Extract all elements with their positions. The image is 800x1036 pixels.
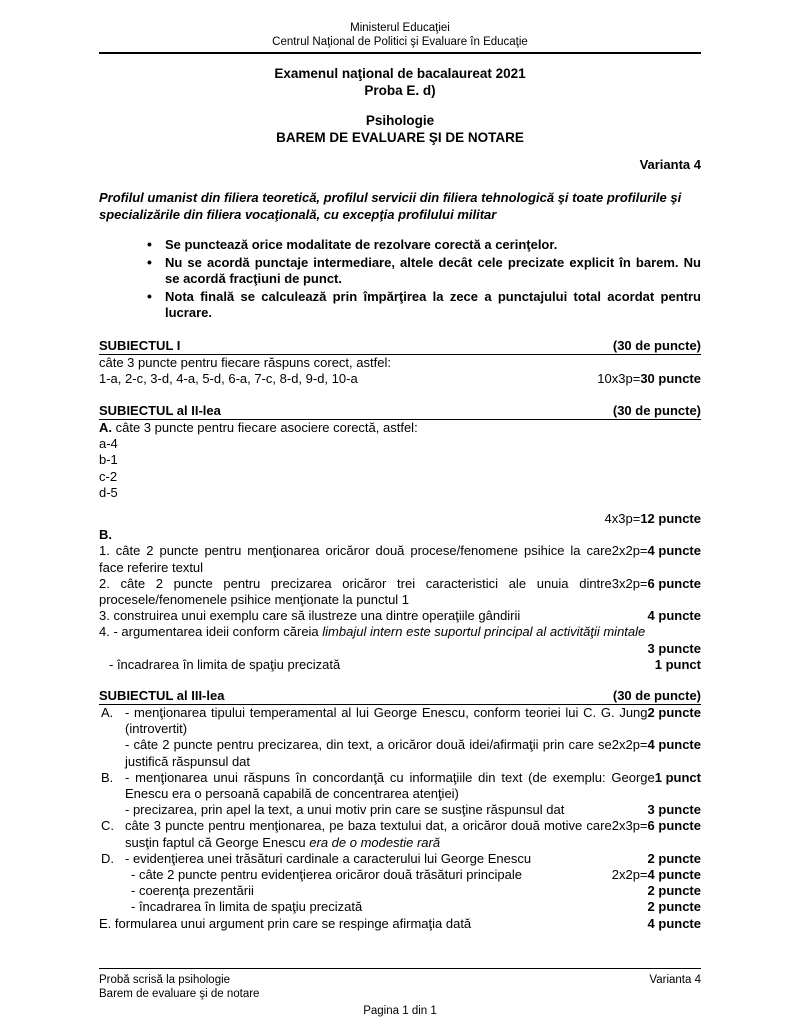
entry-mark: C. bbox=[101, 818, 114, 834]
document-header bbox=[99, 0, 701, 49]
points-value: 4 puncte bbox=[647, 543, 701, 559]
document-footer bbox=[99, 968, 701, 1018]
subject2-b-label: B. bbox=[99, 527, 112, 543]
points-calc: 3x2p= bbox=[611, 575, 648, 591]
subject1-answers-points bbox=[585, 371, 701, 387]
points-calc: 2x2p= bbox=[611, 543, 648, 559]
entry-points: 2 puncte bbox=[647, 899, 701, 915]
item-points bbox=[612, 543, 701, 559]
exam-title: Examenul naţional de bacalaureat 2021 bbox=[274, 66, 526, 81]
subject3-entry-c bbox=[99, 818, 701, 850]
title-spacer bbox=[99, 99, 701, 112]
footer-top-row bbox=[99, 973, 701, 987]
document-type: BAREM DE EVALUARE ŞI DE NOTARE bbox=[276, 130, 524, 145]
entry-points bbox=[612, 867, 701, 883]
entry-text: formularea unui argument prin care se respinge afirmaţia dată bbox=[114, 915, 472, 931]
variant-label: Varianta 4 bbox=[639, 157, 701, 172]
center-name: Centrul Naţional de Politici şi Evaluare în Educaţie bbox=[272, 36, 528, 48]
rules-list bbox=[99, 237, 701, 322]
entry-points bbox=[612, 737, 701, 753]
entry-mark: A. bbox=[101, 704, 114, 720]
list-item: • Nota finală se calculează prin împărţirea la zece a punctajului total acordat pentru lucrare. bbox=[147, 289, 701, 322]
points-calc: 10x3p= bbox=[597, 370, 641, 386]
association-item: b-1 bbox=[99, 452, 118, 468]
subject2-item-4 bbox=[99, 624, 701, 640]
entry-points: 3 puncte bbox=[647, 802, 701, 818]
points-value: 4 puncte bbox=[647, 866, 701, 882]
section-points: (30 de puncte) bbox=[612, 687, 701, 703]
exam-proba: Proba E. d) bbox=[364, 83, 436, 98]
spacer bbox=[99, 501, 701, 511]
points-value: 6 puncte bbox=[647, 818, 701, 834]
item-text: 4. - argumentarea ideii conform căreia bbox=[99, 624, 323, 640]
points-value: 4 puncte bbox=[647, 737, 701, 753]
section-points: (30 de puncte) bbox=[612, 337, 701, 353]
section-title: SUBIECTUL al II-lea bbox=[99, 402, 221, 418]
footer-exam-label: Probă scrisă la psihologie bbox=[99, 974, 231, 986]
exam-subject: Psihologie bbox=[365, 113, 435, 128]
item-points bbox=[612, 576, 701, 592]
subject1-answers-row bbox=[99, 371, 701, 387]
subject2-a-intro bbox=[99, 420, 701, 436]
entry-mark: B. bbox=[101, 769, 114, 785]
entry-text: - câte 2 puncte pentru evidenţierea oricăror două trăsături principale bbox=[131, 866, 522, 882]
header-divider bbox=[99, 52, 701, 54]
item-text-italic: limbajul intern este suportul principal al activităţii mintale bbox=[322, 624, 646, 640]
subject3-entry-b bbox=[99, 770, 701, 802]
section-title: SUBIECTUL al III-lea bbox=[99, 687, 225, 703]
subject3-entry-b2 bbox=[99, 802, 701, 818]
association-item: d-5 bbox=[99, 484, 118, 500]
item-text: 3. construirea unui exemplu care să ilustreze una dintre operaţiile gândirii bbox=[99, 608, 521, 624]
document-body bbox=[99, 0, 701, 932]
points-calc: 2x2p= bbox=[611, 737, 648, 753]
subject3-entry-d-sub-3 bbox=[99, 899, 701, 915]
entry-points bbox=[612, 818, 701, 834]
subject2-item-4-points: 3 puncte bbox=[647, 640, 701, 656]
footer-variant: Varianta 4 bbox=[649, 974, 701, 986]
entry-text: - precizarea, prin apel la text, a unui motiv prin care se susţine răspunsul dat bbox=[125, 802, 565, 818]
subject1-intro: câte 3 puncte pentru fiecare răspuns corect, astfel: bbox=[99, 354, 391, 370]
item-text: câte 3 puncte pentru fiecare asociere corectă, astfel: bbox=[115, 419, 418, 435]
footer-page-number: Pagina 1 din 1 bbox=[363, 1005, 437, 1017]
subject2-item-5 bbox=[99, 657, 701, 673]
item-points: 4 puncte bbox=[647, 608, 701, 624]
entry-points: 1 punct bbox=[654, 769, 701, 785]
association-item: c-2 bbox=[99, 468, 118, 484]
section-heading-subject2 bbox=[99, 403, 701, 420]
list-item: • Nu se acordă punctaje intermediare, altele decât cele precizate explicit în barem. Nu se acordă fracţiuni de punct. bbox=[147, 255, 701, 288]
entry-points: 2 puncte bbox=[647, 850, 701, 866]
entry-mark: E. bbox=[99, 915, 112, 931]
points-value: 6 puncte bbox=[647, 575, 701, 591]
entry-text: - menţionarea tipului temperamental al lui George Enescu, conform teoriei lui C. G. Jung (introvertit) bbox=[125, 704, 648, 737]
subject3-entry-d-sub-1 bbox=[99, 867, 701, 883]
section-points: (30 de puncte) bbox=[612, 402, 701, 418]
footer-doc-label: Barem de evaluare şi de notare bbox=[99, 988, 260, 1000]
ministry-name: Ministerul Educaţiei bbox=[350, 22, 450, 34]
title-block bbox=[99, 65, 701, 146]
entry-mark: D. bbox=[101, 850, 114, 866]
points-calc: 4x3p= bbox=[604, 510, 641, 526]
subject3-entry-d-sub-2 bbox=[99, 883, 701, 899]
entry-text: - câte 2 puncte pentru precizarea, din text, a oricăror două idei/afirmaţii prin care se justifică răspunsul dat bbox=[125, 737, 612, 769]
entry-text: - coerenţa prezentării bbox=[131, 883, 254, 899]
item-text: 1. câte 2 puncte pentru menţionarea oricăror două procese/fenomene psihice la care face referire textul bbox=[99, 543, 612, 575]
points-value: 30 puncte bbox=[640, 370, 701, 386]
entry-text: câte 3 puncte pentru menţionarea, pe baza textului dat, a oricăror două motive care susţin faptul că George Enescu bbox=[125, 818, 612, 850]
points-calc: 2x2p= bbox=[611, 866, 648, 882]
item-text: 2. câte 2 puncte pentru precizarea oricăror trei caracteristici ale unuia dintre procesele/fenomenele psihice menţionate la punctul 1 bbox=[99, 575, 612, 607]
association-item: a-4 bbox=[99, 436, 118, 452]
list-item: • Se punctează orice modalitate de rezolvare corectă a cerinţelor. bbox=[147, 237, 701, 254]
subject1-answers: 1-a, 2-c, 3-d, 4-a, 5-d, 6-a, 7-c, 8-d, 9-d, 10-a bbox=[99, 370, 358, 386]
subject2-assoc-points bbox=[99, 511, 701, 527]
subject3-entry-d bbox=[99, 851, 701, 867]
subject3-entry-e bbox=[99, 916, 701, 932]
subject3-entry-a2 bbox=[99, 737, 701, 769]
subject2-item-3 bbox=[99, 608, 701, 624]
entry-text: - evidenţierea unei trăsături cardinale a caracterului lui George Enescu bbox=[125, 850, 532, 866]
profile-note: Profilul umanist din filiera teoretică, profilul servicii din filiera tehnologică şi toate profilurile şi specializările din filiera vocaţională, cu excepţia profilului militar bbox=[99, 190, 682, 222]
section-heading-subject3 bbox=[99, 688, 701, 705]
item-label: A. bbox=[99, 419, 112, 435]
item-points: 1 punct bbox=[654, 656, 701, 672]
section-title: SUBIECTUL I bbox=[99, 337, 181, 353]
footer-divider bbox=[99, 968, 701, 969]
entry-text: - menţionarea unui răspuns în concordanţă cu informaţiile din text (de exemplu: George Enescu era o persoană capabilă de concentrarea atenţiei) bbox=[125, 769, 655, 801]
entry-text: - încadrarea în limita de spaţiu precizată bbox=[131, 899, 363, 915]
entry-points: 2 puncte bbox=[647, 883, 701, 899]
points-value: 12 puncte bbox=[640, 510, 701, 526]
points-calc: 2x3p= bbox=[611, 818, 648, 834]
subject2-item-2 bbox=[99, 576, 701, 608]
subject3-entry-a bbox=[99, 705, 701, 737]
item-text: - încadrarea în limita de spaţiu precizată bbox=[109, 656, 341, 672]
subject2-item-1 bbox=[99, 543, 701, 575]
entry-text-italic: era de o modestie rară bbox=[309, 834, 441, 850]
section-heading-subject1 bbox=[99, 338, 701, 355]
entry-points: 4 puncte bbox=[647, 915, 701, 931]
entry-points: 2 puncte bbox=[647, 704, 701, 720]
